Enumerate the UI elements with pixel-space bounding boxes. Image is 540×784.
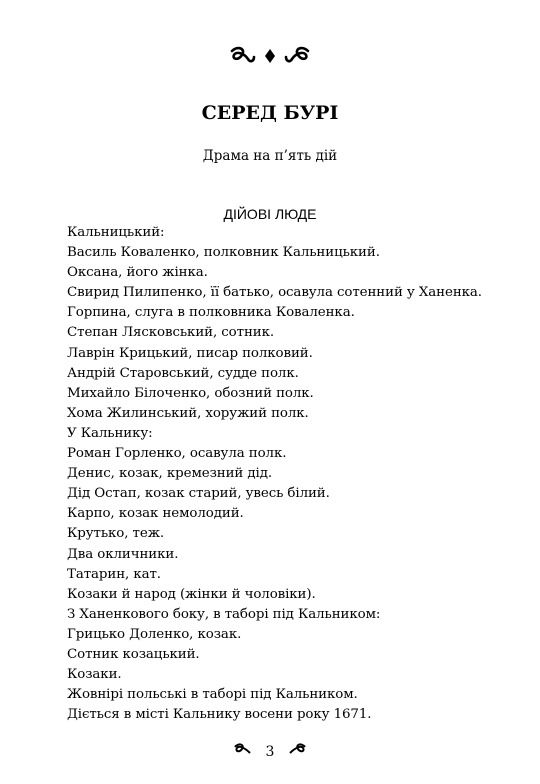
cast-line: Карпо, козак немолодий. — [67, 506, 244, 522]
cast-line: Татарин, кат. — [67, 566, 161, 582]
drama-subtitle: Драма на п’ять дій — [202, 148, 338, 164]
top-ornament — [0, 43, 540, 75]
cast-line: Хома Жилинський, хоружий полк. — [67, 405, 309, 421]
cast-line: Оксана, його жінка. — [67, 265, 208, 281]
right-flourish-icon — [287, 741, 307, 761]
cast-line: Лаврін Крицький, писар полковий. — [67, 345, 313, 361]
cast-line: Михайло Білоченко, обозний полк. — [67, 385, 314, 401]
cast-line: Два окличники. — [67, 546, 179, 562]
cast-line: Роман Горленко, осавула полк. — [67, 446, 287, 462]
cast-line: У Кальнику: — [67, 425, 153, 441]
cast-line: Крутько, теж. — [67, 526, 165, 542]
cast-line: Свирид Пилипенко, її батько, осавула сотенний у Ханенка. — [67, 285, 482, 301]
page-footer — [0, 741, 540, 762]
cast-line: Кальницький: — [67, 225, 165, 240]
cast-line: Степан Лясковський, сотник. — [67, 325, 275, 341]
left-flourish-icon — [233, 741, 253, 761]
cast-list — [67, 223, 507, 725]
cast-line: Горпина, слуга в полковника Коваленка. — [67, 305, 355, 321]
cast-line: Василь Коваленко, полковник Кальницький. — [67, 245, 380, 261]
cast-heading: ДІЙОВІ ЛЮДЕ — [223, 206, 317, 222]
cast-line: Діється в місті Кальнику восени року 1671. — [67, 707, 372, 723]
cast-line: З Ханенкового боку, в таборі під Кальником: — [67, 606, 381, 622]
cast-line: Андрій Старовський, судде полк. — [67, 365, 299, 381]
cast-line: Грицько Доленко, козак. — [67, 626, 242, 642]
cast-line: Жовнірі польські в таборі під Кальником. — [67, 687, 358, 703]
page-number: 3 — [265, 744, 275, 760]
cast-line: Козаки. — [67, 667, 122, 683]
fleuron-icon — [228, 43, 312, 69]
drama-title: СЕРЕД БУРІ — [201, 102, 339, 124]
cast-line: Сотник козацький. — [67, 646, 200, 662]
cast-line: Дід Остап, козак старий, увесь білий. — [67, 486, 330, 502]
cast-line: Денис, козак, кремезний дід. — [67, 466, 273, 482]
cast-line: Козаки й народ (жінки й чоловіки). — [67, 586, 316, 602]
